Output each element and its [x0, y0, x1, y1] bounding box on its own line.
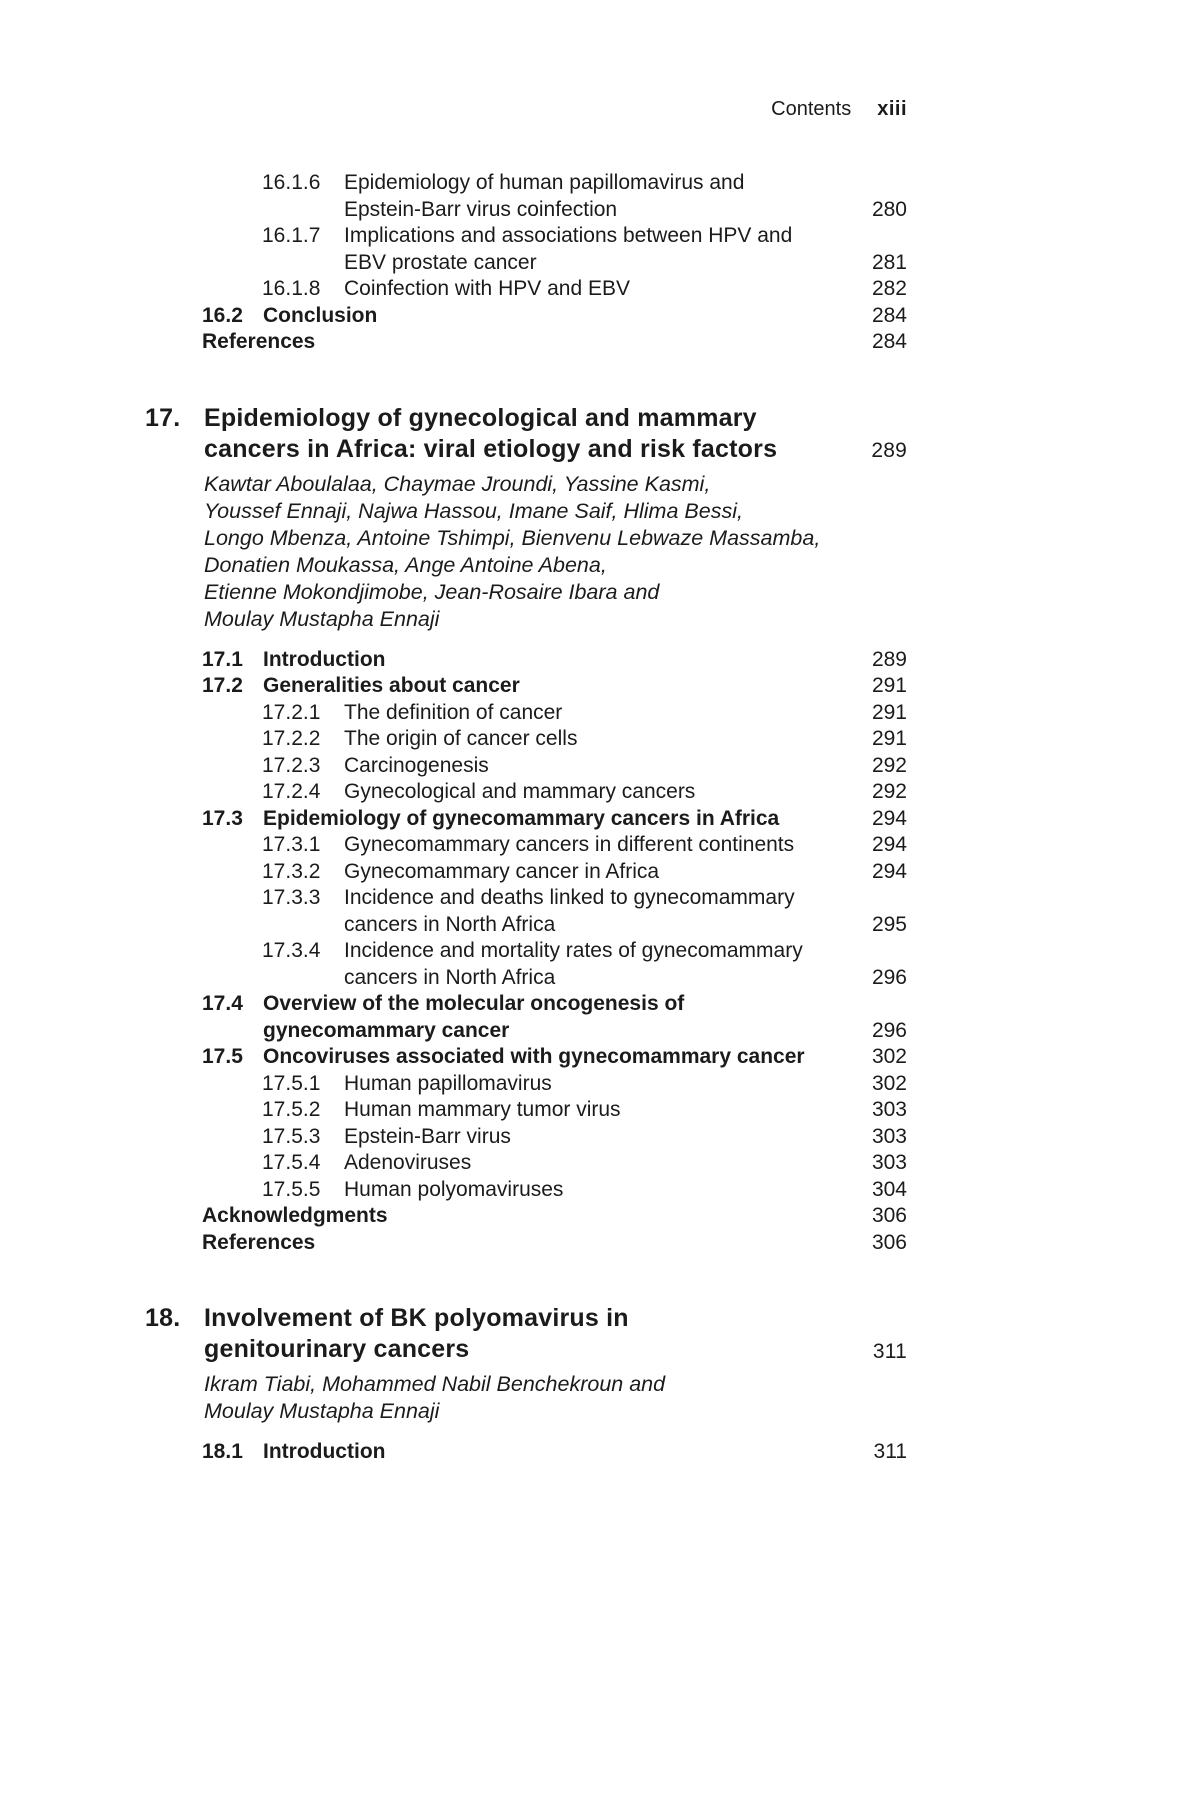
entry-page-number: 289	[871, 647, 907, 671]
toc-entry-18-1	[202, 1439, 907, 1466]
entry-page-number: 303	[871, 1124, 907, 1148]
entry-page-number: 303	[871, 1098, 907, 1121]
entry-title: Oncoviruses associated with gynecomammary cancer	[263, 1045, 805, 1068]
toc-entry-17-4	[202, 991, 907, 1044]
toc-entry-ch17-acknowledgments	[202, 1203, 907, 1230]
chapter-heading	[145, 1303, 907, 1365]
entry-page-number: 282	[871, 277, 907, 300]
chapter-authors-line: Moulay Mustapha Ennaji	[204, 1399, 440, 1423]
entry-title: Adenoviruses	[344, 1151, 472, 1174]
entry-title: References	[202, 330, 316, 353]
chapter-number: 18.	[145, 1304, 181, 1332]
entry-number: 17.4	[202, 992, 243, 1015]
chapter-title: Epidemiology of gynecological and mammary	[204, 403, 757, 432]
entry-page-number: 294	[871, 833, 907, 856]
toc-entry-17-2-2	[262, 726, 907, 753]
entry-title: Acknowledgments	[202, 1204, 388, 1227]
entry-title: Conclusion	[263, 303, 378, 327]
toc-entry-16-1-7	[262, 223, 907, 276]
running-title: Contents	[771, 98, 852, 120]
entry-page-number: 294	[871, 806, 907, 830]
chapter-authors-line: Youssef Ennaji, Najwa Hassou, Imane Saif, Hlima Bessi,	[204, 498, 743, 523]
entry-number: 17.3.4	[262, 939, 321, 962]
table-of-contents	[145, 170, 907, 1466]
entry-title: Introduction	[263, 1440, 386, 1463]
entry-number: 17.5.5	[262, 1177, 321, 1201]
toc-entry-17-2-1	[262, 700, 907, 727]
toc-entry-16-2	[202, 303, 907, 330]
toc-entry-17-3	[202, 806, 907, 833]
entry-title: Coinfection with HPV and EBV	[344, 277, 630, 300]
entry-number: 17.5	[202, 1045, 243, 1068]
entry-title: The definition of cancer	[344, 700, 563, 724]
chapter-authors-line: Ikram Tiabi, Mohammed Nabil Benchekroun and	[204, 1372, 666, 1396]
toc-entry-17-5	[202, 1044, 907, 1071]
toc-entry-ch17-references	[202, 1230, 907, 1257]
entry-number: 17.3.3	[262, 886, 321, 909]
entry-title: Epidemiology of gynecomammary cancers in Africa	[263, 806, 780, 830]
entry-page-number: 291	[871, 700, 907, 724]
entry-number: 17.2.2	[262, 727, 321, 750]
entry-number: 17.2	[202, 674, 243, 697]
chapter-heading	[145, 403, 907, 465]
toc-entry-17-3-4	[262, 938, 907, 991]
entry-title-cont: gynecomammary cancer	[263, 1018, 510, 1042]
chapter-title: Involvement of BK polyomavirus in	[204, 1304, 629, 1332]
chapter-authors	[204, 1371, 907, 1425]
chapter-authors-line: Moulay Mustapha Ennaji	[204, 606, 440, 631]
entry-page-number: 306	[871, 1230, 907, 1254]
toc-entry-17-5-4	[262, 1150, 907, 1177]
toc-ch17-entries	[145, 647, 907, 1257]
entry-title: Incidence and mortality rates of gynecomammary	[344, 939, 803, 962]
entry-page-number: 284	[871, 330, 907, 353]
entry-title-cont: cancers in North Africa	[344, 965, 556, 989]
toc-entry-17-2-3	[262, 753, 907, 780]
entry-page-number: 291	[871, 674, 907, 697]
entry-title: Gynecomammary cancers in different continents	[344, 833, 795, 856]
entry-number: 17.3	[202, 806, 243, 830]
entry-title: Human papillomavirus	[344, 1071, 552, 1095]
entry-title: Gynecomammary cancer in Africa	[344, 859, 660, 883]
entry-title: Epidemiology of human papillomavirus and	[344, 171, 745, 194]
entry-title: Implications and associations between HPV and	[344, 224, 793, 247]
entry-title-cont: Epstein-Barr virus coinfection	[344, 197, 618, 221]
chapter-authors-line: Kawtar Aboulalaa, Chaymae Jroundi, Yassine Kasmi,	[204, 471, 711, 496]
chapter-title-cont: cancers in Africa: viral etiology and risk factors	[204, 434, 778, 463]
entry-title: Human polyomaviruses	[344, 1177, 564, 1201]
toc-entry-17-5-5	[262, 1177, 907, 1204]
entry-number: 17.1	[202, 647, 243, 671]
entry-number: 18.1	[202, 1440, 243, 1463]
toc-entry-17-5-1	[262, 1071, 907, 1098]
entry-page-number: 280	[871, 197, 907, 221]
entry-number: 17.2.3	[262, 753, 321, 777]
running-header	[145, 97, 907, 121]
entry-page-number: 296	[871, 1018, 907, 1042]
page-folio: xiii	[877, 98, 907, 120]
toc-chapter-18	[145, 1303, 907, 1466]
toc-entry-16-1-8	[262, 276, 907, 303]
entry-page-number: 281	[871, 250, 907, 274]
entry-title: Human mammary tumor virus	[344, 1098, 621, 1121]
entry-number: 17.5.1	[262, 1071, 321, 1095]
toc-entry-17-2	[202, 673, 907, 700]
chapter-page-number: 311	[872, 1339, 907, 1363]
toc-chapter-17	[145, 403, 907, 1257]
entry-title: Carcinogenesis	[344, 753, 489, 777]
entry-title: The origin of cancer cells	[344, 727, 578, 750]
entry-title: Gynecological and mammary cancers	[344, 780, 696, 803]
entry-number: 17.2.1	[262, 700, 321, 724]
chapter-authors-line: Longo Mbenza, Antoine Tshimpi, Bienvenu Lebwaze Massamba,	[204, 525, 821, 550]
entry-title-cont: cancers in North Africa	[344, 912, 556, 936]
entry-page-number: 306	[871, 1204, 907, 1227]
entry-title: Epstein-Barr virus	[344, 1124, 511, 1148]
toc-entry-17-2-4	[262, 779, 907, 806]
entry-number: 16.1.6	[262, 171, 321, 194]
entry-title: Generalities about cancer	[263, 674, 520, 697]
entry-title-cont: EBV prostate cancer	[344, 250, 537, 274]
entry-title: Incidence and deaths linked to gynecomammary	[344, 886, 795, 909]
entry-page-number: 292	[871, 780, 907, 803]
toc-entry-17-3-2	[262, 859, 907, 886]
entry-title: References	[202, 1230, 316, 1254]
toc-entry-16-1-6	[262, 170, 907, 223]
entry-page-number: 291	[871, 727, 907, 750]
entry-title: Overview of the molecular oncogenesis of	[263, 992, 685, 1015]
toc-ch16-entries	[145, 170, 907, 356]
chapter-number: 17.	[145, 403, 181, 432]
entry-page-number: 302	[871, 1045, 907, 1068]
toc-entry-17-3-3	[262, 885, 907, 938]
toc-entry-17-3-1	[262, 832, 907, 859]
entry-page-number: 303	[871, 1151, 907, 1174]
chapter-authors-line: Donatien Moukassa, Ange Antoine Abena,	[204, 552, 607, 577]
page-content	[145, 0, 907, 1466]
entry-number: 17.5.3	[262, 1124, 321, 1148]
entry-number: 17.3.2	[262, 859, 321, 883]
entry-number: 17.3.1	[262, 833, 321, 856]
toc-entry-17-5-3	[262, 1124, 907, 1151]
entry-number: 16.2	[202, 303, 243, 327]
toc-entry-ch16-references	[202, 329, 907, 356]
entry-number: 17.5.4	[262, 1151, 321, 1174]
entry-number: 17.5.2	[262, 1098, 321, 1121]
entry-number: 17.2.4	[262, 780, 321, 803]
entry-page-number: 294	[871, 859, 907, 883]
chapter-authors-line: Etienne Mokondjimobe, Jean-Rosaire Ibara and	[204, 579, 660, 604]
entry-page-number: 284	[871, 303, 907, 327]
entry-number: 16.1.7	[262, 224, 321, 247]
entry-page-number: 304	[871, 1177, 907, 1201]
toc-entry-17-5-2	[262, 1097, 907, 1124]
entry-page-number: 292	[871, 753, 907, 777]
entry-page-number: 296	[871, 965, 907, 989]
entry-page-number: 295	[871, 912, 907, 936]
toc-ch18-entries	[145, 1439, 907, 1466]
chapter-authors	[204, 471, 907, 633]
chapter-page-number: 289	[871, 439, 907, 462]
entry-page-number: 311	[873, 1440, 907, 1463]
toc-entry-17-1	[202, 647, 907, 674]
chapter-title-cont: genitourinary cancers	[204, 1335, 470, 1363]
entry-page-number: 302	[871, 1071, 907, 1095]
entry-title: Introduction	[263, 647, 386, 671]
entry-number: 16.1.8	[262, 277, 321, 300]
